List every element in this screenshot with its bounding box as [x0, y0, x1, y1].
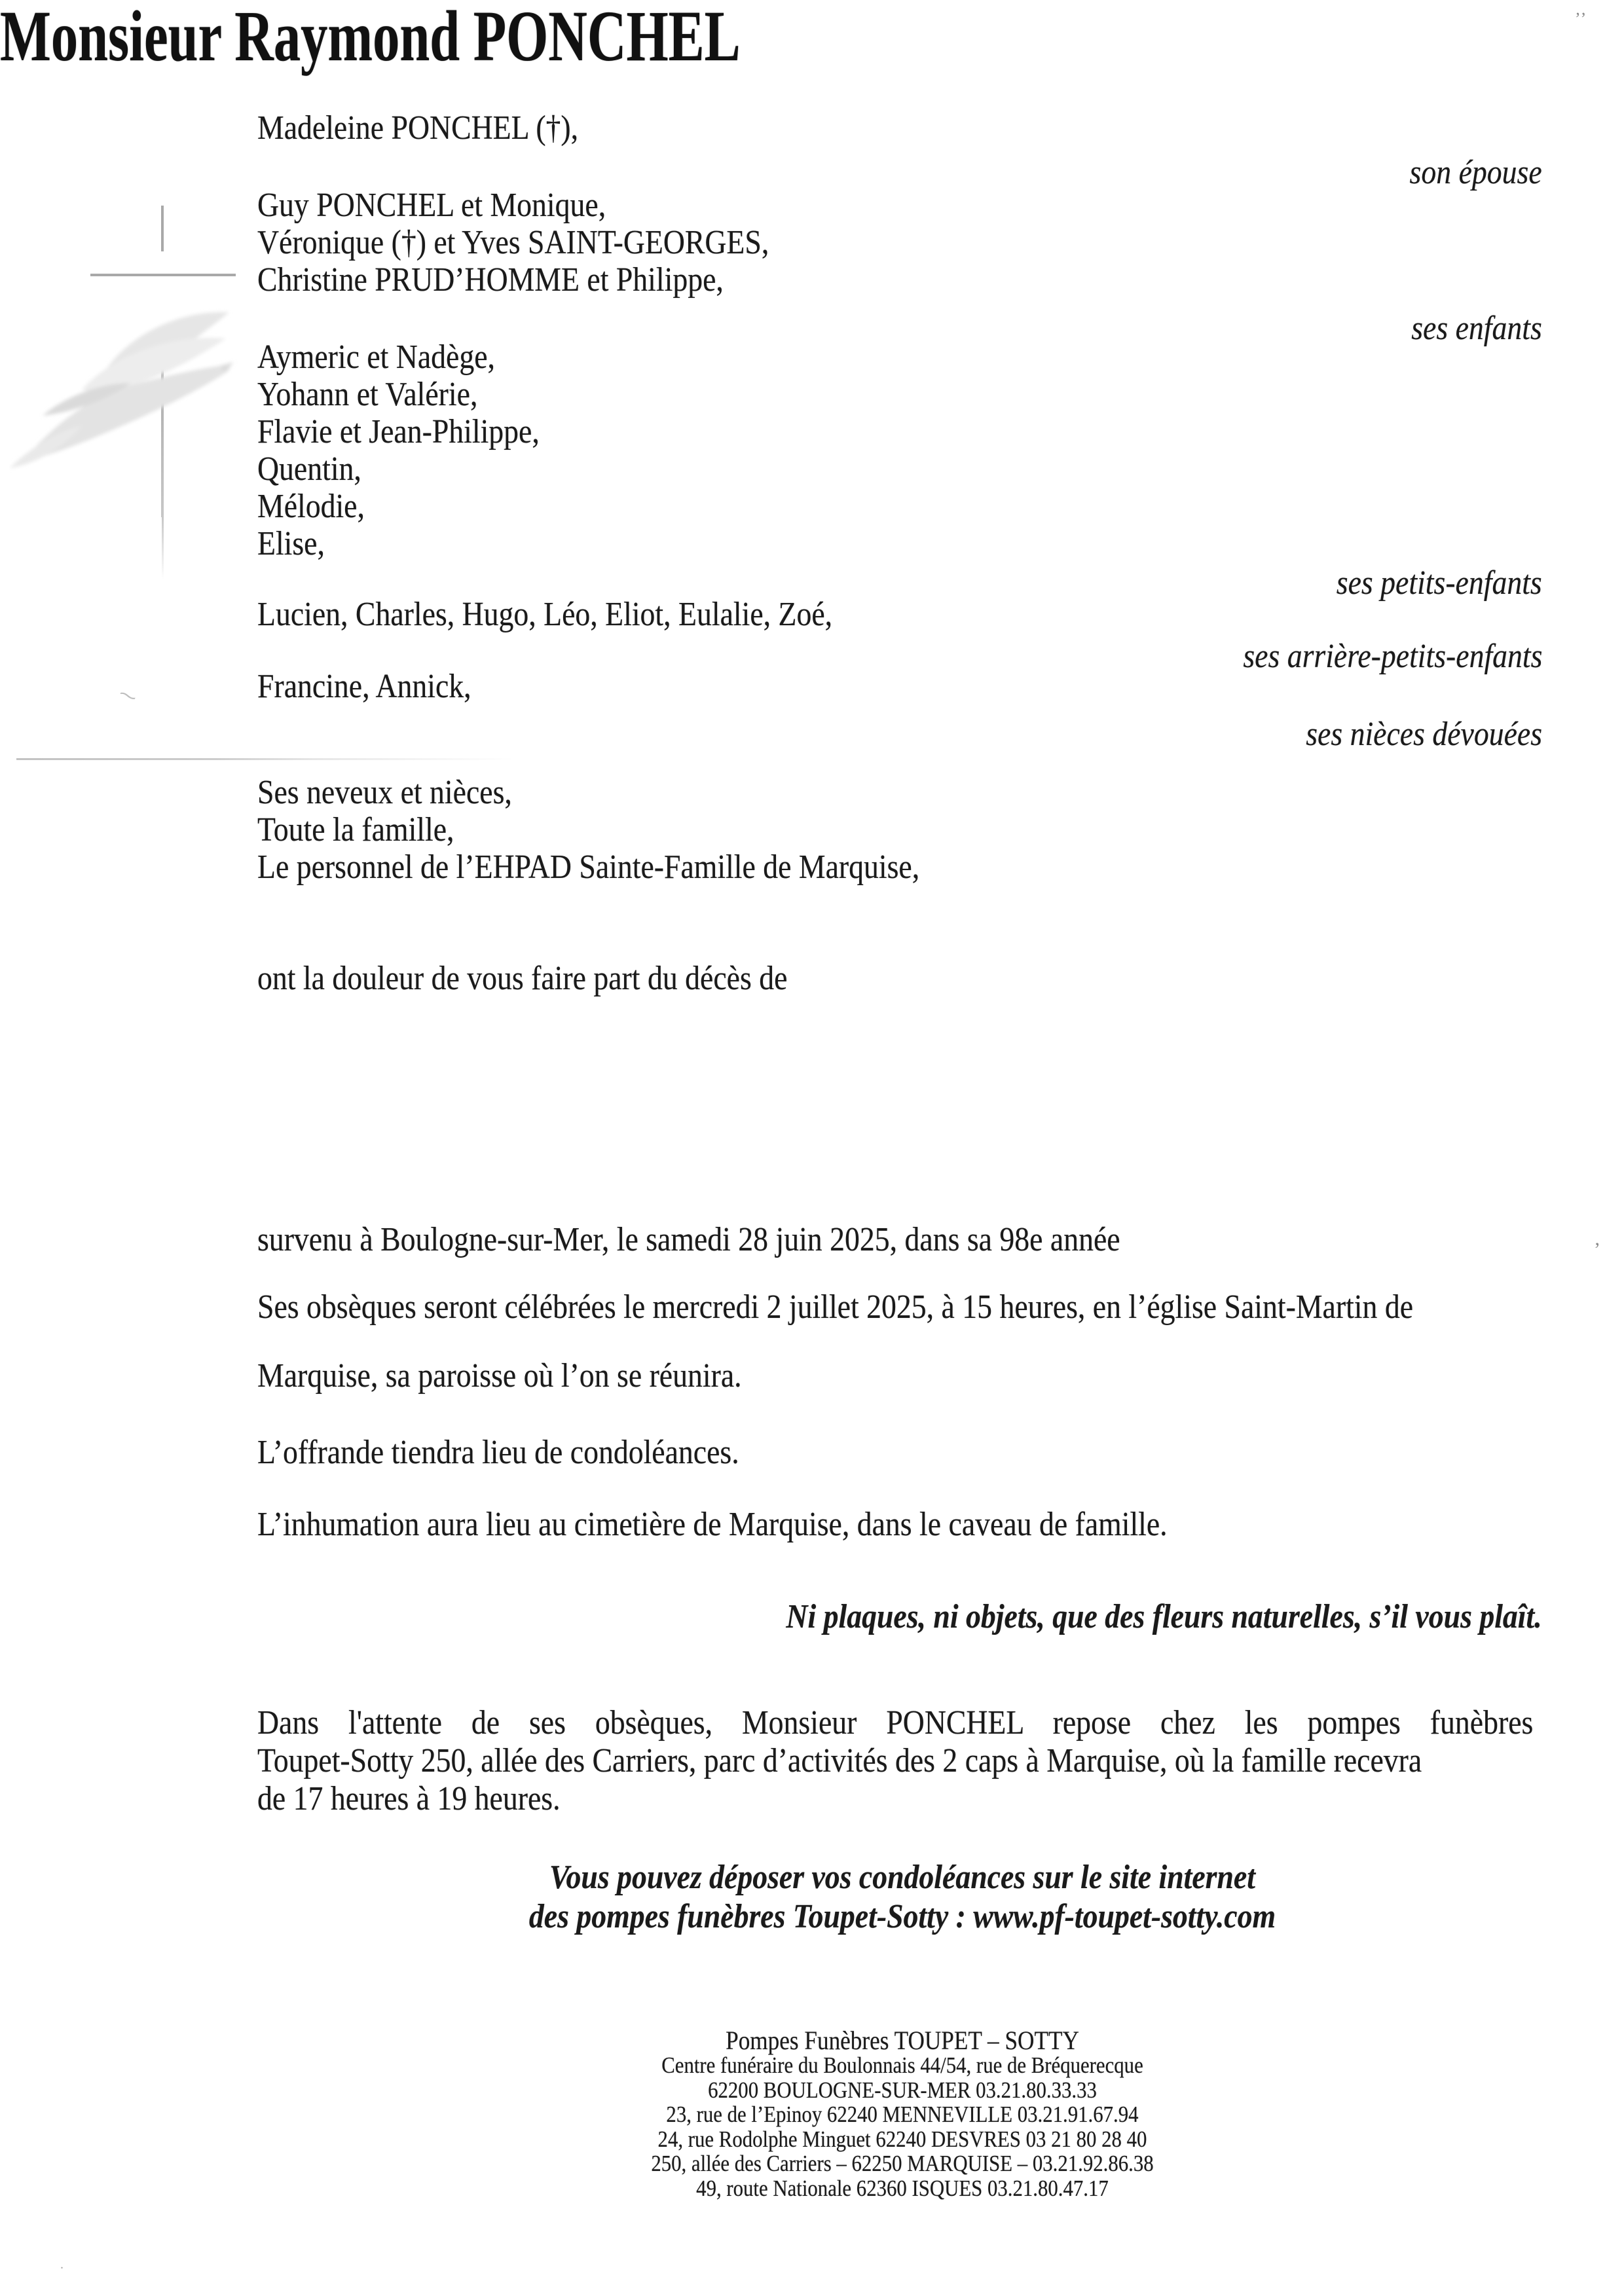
- scan-speck: ʼʼ: [1575, 9, 1587, 28]
- child-name: Christine PRUD’HOMME et Philippe,: [257, 261, 724, 299]
- offering-line: L’offrande tiendra lieu de condoléances.: [257, 1434, 739, 1471]
- burial-line: L’inhumation aura lieu au cimetière de Marquise, dans le caveau de famille.: [257, 1506, 1168, 1543]
- child-name: Véronique (†) et Yves SAINT-GEORGES,: [257, 224, 769, 261]
- condolences-line: des pompes funèbres Toupet-Sotty : www.pf-toupet-sotty.com: [528, 1898, 1276, 1935]
- funeral-home-address: 250, allée des Carriers – 62250 MARQUISE – 03.21.92.86.38: [651, 2151, 1154, 2177]
- flowers-note: Ni plaques, ni objets, que des fleurs naturelles, s’il vous plaît.: [786, 1598, 1542, 1635]
- funeral-home-address: 62200 BOULOGNE-SUR-MER 03.21.80.33.33: [708, 2077, 1097, 2103]
- ceremony-line: Marquise, sa paroisse où l’on se réunira.: [257, 1357, 742, 1394]
- death-details: survenu à Boulogne-sur-Mer, le samedi 28 juin 2025, dans sa 98e année: [257, 1221, 1120, 1258]
- grandchild-name: Mélodie,: [257, 488, 365, 525]
- funeral-home-address: 49, route Nationale 62360 ISQUES 03.21.80.47.17: [696, 2175, 1109, 2201]
- other-mourners: Le personnel de l’EHPAD Sainte-Famille de Marquise,: [257, 848, 920, 886]
- grandchild-name: Aymeric et Nadège,: [257, 338, 495, 376]
- condolences-line: Vous pouvez déposer vos condoléances sur le site internet: [549, 1859, 1255, 1896]
- scan-speck: .: [60, 2257, 64, 2272]
- spouse-name: Madeleine PONCHEL (†),: [257, 109, 579, 147]
- repose-line: Dans l'attente de ses obsèques, Monsieur PONCHEL repose chez les pompes funèbres: [257, 1704, 1534, 1741]
- grandchild-name: Flavie et Jean-Philippe,: [257, 413, 540, 450]
- scan-fold-line: [16, 758, 514, 760]
- funeral-home-address: Centre funéraire du Boulonnais 44/54, rue de Bréquerecque: [661, 2052, 1143, 2078]
- funeral-home-address: 23, rue de l’Epinoy 62240 MENNEVILLE 03.21.91.67.94: [666, 2102, 1139, 2128]
- great-grandchildren-names: Lucien, Charles, Hugo, Léo, Eliot, Eulalie, Zoé,: [257, 596, 833, 633]
- funeral-home-name: Pompes Funèbres TOUPET – SOTTY: [726, 2026, 1079, 2055]
- grandchild-name: Quentin,: [257, 450, 361, 488]
- relation-label-grandchildren: ses petits-enfants: [1337, 564, 1542, 602]
- child-name: Guy PONCHEL et Monique,: [257, 187, 606, 224]
- nieces-names: Francine, Annick,: [257, 668, 471, 705]
- other-mourners: Ses neveux et nièces,: [257, 774, 512, 811]
- other-mourners: Toute la famille,: [257, 811, 454, 848]
- grandchild-name: Elise,: [257, 525, 325, 562]
- dove-icon: [3, 298, 255, 494]
- relation-label-great-grandchildren: ses arrière-petits-enfants: [1242, 638, 1542, 675]
- scan-speck: ’: [1594, 1239, 1600, 1260]
- grandchild-name: Yohann et Valérie,: [257, 376, 478, 413]
- repose-line: Toupet-Sotty 250, allée des Carriers, parc d’activités des 2 caps à Marquise, où la famille recevra: [257, 1742, 1422, 1779]
- announcement-intro: ont la douleur de vous faire part du décès de: [257, 960, 788, 997]
- relation-label-nieces: ses nièces dévouées: [1306, 716, 1542, 753]
- relation-label-spouse: son épouse: [1409, 154, 1542, 191]
- scan-speck: ⁓: [116, 683, 140, 708]
- deceased-name-title: Monsieur Raymond PONCHEL: [0, 0, 741, 76]
- relation-label-children: ses enfants: [1411, 310, 1542, 347]
- funeral-home-address: 24, rue Rodolphe Minguet 62240 DESVRES 03 21 80 28 40: [657, 2126, 1147, 2152]
- repose-line: de 17 heures à 19 heures.: [257, 1780, 561, 1817]
- funeral-home-footer: [240, 2028, 1565, 2201]
- ceremony-line: Ses obsèques seront célébrées le mercredi 2 juillet 2025, à 15 heures, en l’église Saint-Martin de: [257, 1288, 1414, 1326]
